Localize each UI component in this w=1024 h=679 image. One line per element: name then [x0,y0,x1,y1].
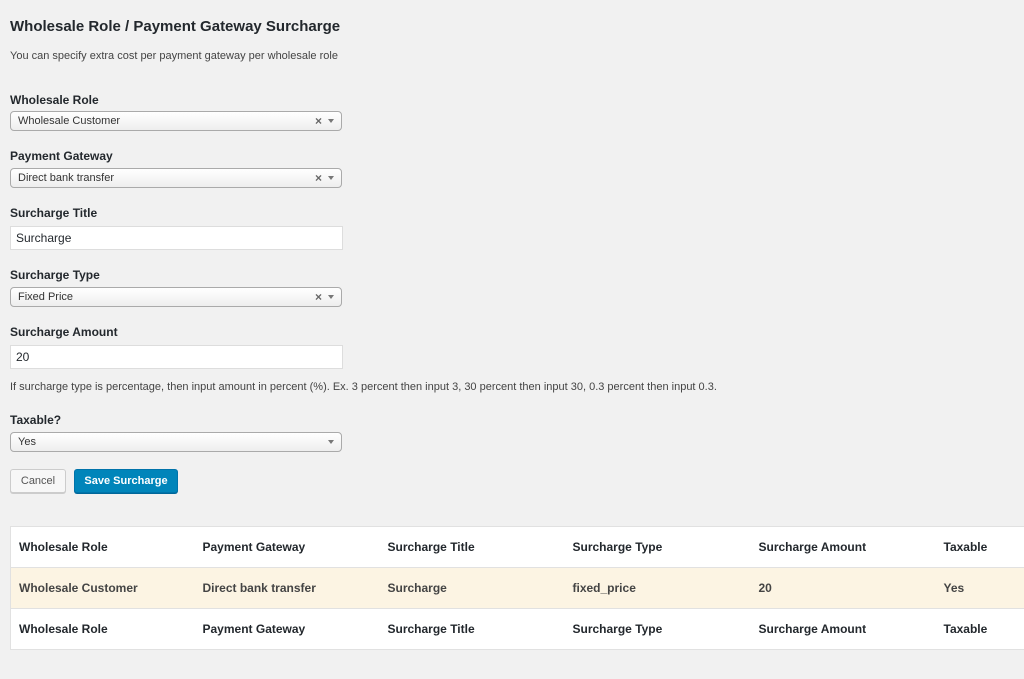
surcharge-amount-label: Surcharge Amount [10,325,118,339]
column-header-surcharge-amount: Surcharge Amount [751,527,936,568]
column-header-surcharge-title: Surcharge Title [380,527,565,568]
wholesale-role-selected-value: Wholesale Customer [18,115,121,127]
taxable-select[interactable] [10,432,342,452]
page-title: Wholesale Role / Payment Gateway Surcharge [10,18,341,35]
column-footer-wholesale-role: Wholesale Role [11,609,195,650]
taxable-label: Taxable? [10,413,62,427]
wholesale-role-clear-icon[interactable]: × [314,114,322,128]
wholesale-role-label: Wholesale Role [10,93,99,107]
surcharge-type-label: Surcharge Type [10,268,100,282]
surcharge-table [10,526,1024,650]
payment-gateway-select[interactable] [10,168,342,188]
column-footer-surcharge-type: Surcharge Type [565,609,751,650]
taxable-selected-value: Yes [18,436,36,448]
column-header-wholesale-role: Wholesale Role [11,527,195,568]
wholesale-role-select[interactable] [10,111,342,131]
column-footer-surcharge-amount: Surcharge Amount [751,609,936,650]
surcharge-title-input[interactable] [10,226,343,250]
surcharge-amount-input[interactable] [10,345,343,369]
column-footer-taxable: Taxable [936,609,1024,650]
payment-gateway-chevron-down-icon[interactable] [328,176,334,180]
surcharge-settings-panel [10,0,1024,679]
column-header-surcharge-type: Surcharge Type [565,527,751,568]
cell-surcharge-type: fixed_price [572,581,636,595]
column-header-taxable: Taxable [936,527,1024,568]
column-header-payment-gateway: Payment Gateway [195,527,380,568]
cell-surcharge-title: Surcharge [387,581,447,595]
table-footer-row [11,609,1024,650]
surcharge-type-selected-value: Fixed Price [18,291,74,303]
wholesale-role-chevron-down-icon[interactable] [328,119,334,123]
table-row[interactable] [11,568,1024,609]
taxable-chevron-down-icon[interactable] [328,440,334,444]
payment-gateway-clear-icon[interactable]: × [314,171,322,185]
surcharge-amount-help-text: If surcharge type is percentage, then input amount in percent (%). Ex. 3 percent then input 3, 30 percent then input 30, 0.3 percent then input 0.3. [10,381,717,393]
cell-taxable: Yes [943,581,965,595]
cell-payment-gateway: Direct bank transfer [202,581,316,595]
surcharge-type-select[interactable] [10,287,342,307]
cell-wholesale-role: Wholesale Customer [19,581,138,595]
surcharge-type-clear-icon[interactable]: × [314,290,322,304]
cancel-button[interactable]: Cancel [10,469,66,493]
table-header-row [11,527,1024,568]
save-surcharge-button[interactable]: Save Surcharge [74,469,178,493]
column-footer-payment-gateway: Payment Gateway [195,609,380,650]
cell-surcharge-amount: 20 [758,581,772,595]
payment-gateway-label: Payment Gateway [10,149,113,163]
surcharge-type-chevron-down-icon[interactable] [328,295,334,299]
column-footer-surcharge-title: Surcharge Title [380,609,565,650]
payment-gateway-selected-value: Direct bank transfer [18,172,114,184]
surcharge-title-label: Surcharge Title [10,206,98,220]
page-description: You can specify extra cost per payment gateway per wholesale role [10,50,338,62]
